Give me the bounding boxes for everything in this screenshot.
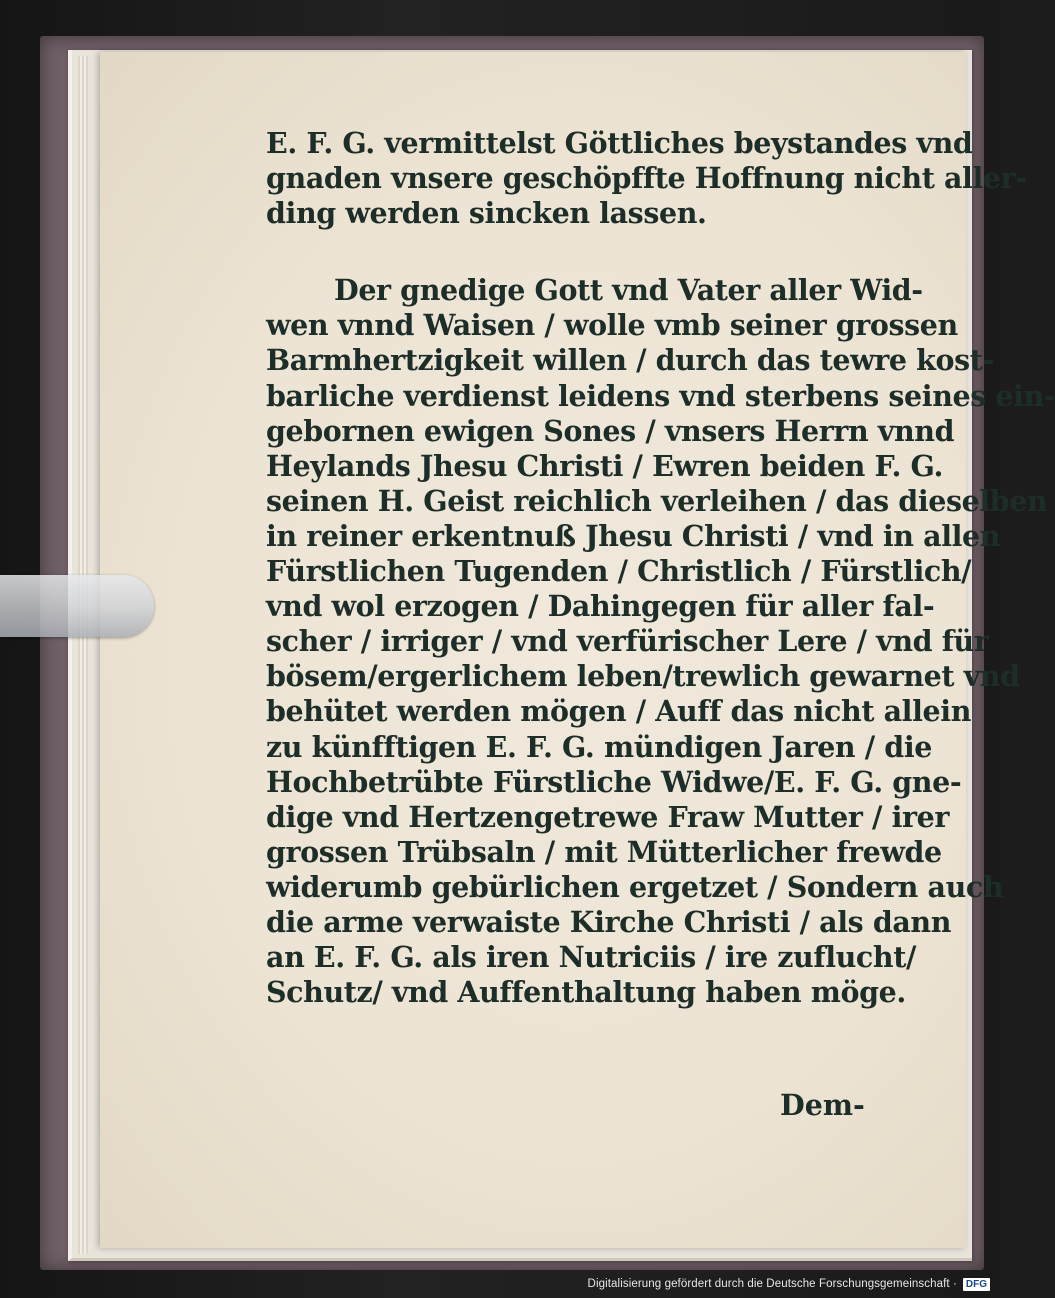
- text-line: ding werden sincken lassen.: [266, 196, 707, 231]
- text-line: Hochbetrübte Fürstliche Widwe/E. F. G. gne-: [266, 764, 962, 799]
- text-line: zu künfftigen E. F. G. mündigen Jaren / die: [266, 729, 932, 764]
- funding-credit-text: Digitalisierung gefördert durch die Deutsche Forschungsgemeinschaft ·: [587, 1278, 957, 1290]
- text-line: an E. F. G. als iren Nutriciis / ire zuflucht/: [266, 940, 916, 975]
- text-line: widerumb gebürlichen ergetzet / Sondern auch: [266, 869, 1004, 904]
- text-line: Barmhertzigkeit willen / durch das tewre kost-: [266, 343, 994, 378]
- text-line: dige vnd Hertzengetrewe Fraw Mutter / irer: [266, 799, 949, 834]
- text-line: Heylands Jhesu Christi / Ewren beiden F. G.: [266, 448, 943, 483]
- text-line: vnd wol erzogen / Dahingegen für aller fal-: [266, 589, 935, 624]
- text-line: die arme verwaiste Kirche Christi / als dann: [266, 904, 952, 939]
- text-line: barliche verdienst leidens vnd sterbens seines ein-: [266, 378, 1055, 413]
- text-line: behütet werden mögen / Auff das nicht allein: [266, 694, 972, 729]
- text-line: E. F. G. vermittelst Göttliches beystandes vnd: [266, 126, 973, 160]
- text-line: gebornen ewigen Sones / vnsers Herrn vnnd: [266, 413, 955, 448]
- text-line: in reiner erkentnuß Jhesu Christi / vnd in allen: [266, 518, 1001, 553]
- text-line: seinen H. Geist reichlich verleihen / das dieselben: [266, 483, 1048, 518]
- text-line: Der gnedige Gott vnd Vater aller Wid-: [334, 273, 923, 308]
- paragraph-gap: [266, 231, 916, 273]
- footer-credit: [588, 1274, 990, 1294]
- text-line: bösem/ergerlichem leben/trewlich gewarnet vnd: [266, 659, 1020, 694]
- text-line: scher / irriger / vnd verfürischer Lere / vnd für: [266, 624, 989, 659]
- printed-text-block: [266, 126, 1055, 1010]
- dfg-logo-icon: DFG: [963, 1278, 990, 1291]
- text-line: Schutz/ vnd Auffenthaltung haben möge.: [266, 975, 906, 1010]
- text-line: grossen Trübsaln / mit Mütterlicher frewde: [266, 834, 942, 869]
- page-holder-clip: [0, 575, 154, 637]
- text-line: gnaden vnsere geschöpffte Hoffnung nicht aller-: [266, 161, 1027, 196]
- text-line: wen vnnd Waisen / wolle vmb seiner grossen: [266, 308, 958, 343]
- text-line: Fürstlichen Tugenden / Christlich / Fürstlich/: [266, 554, 972, 589]
- catchword: Dem-: [780, 1088, 865, 1122]
